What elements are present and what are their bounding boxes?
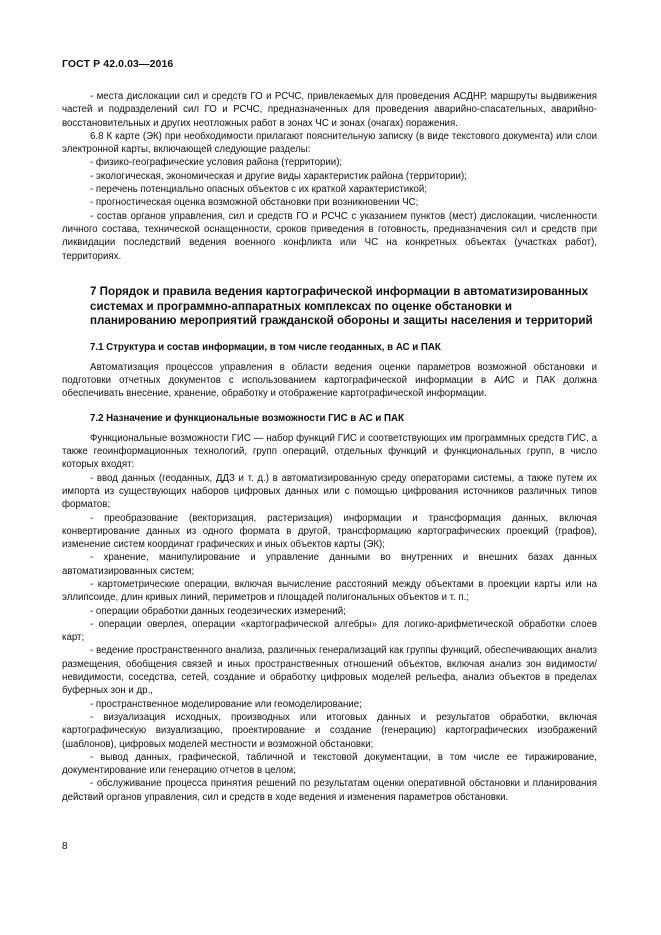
paragraph: - ведение пространственного анализа, различных генерализаций как группы функций, обеспечивающих анализ размещения, обобщения связей и иных пространственных отношений объектов, включая анализ зон видимости/невидимости, соседства, сетей, создание и обработку цифровых моделей рельефа, анализ объектов в пределах буферных зон и др., <box>62 645 597 697</box>
paragraph: - прогностическая оценка возможной обстановки при возникновении ЧС; <box>90 197 419 209</box>
paragraph: - пространственное моделирование или геомоделирование; <box>90 698 362 710</box>
paragraph: - состав органов управления, сил и средств ГО и РСЧС с указанием пунктов (мест) дислокации, численности личного состава, технической оснащенности, сроков приведения в готовность, предназначения сил и средств при ликвидации последствий ведения военного конфликта или ЧС на конкретных объектах (участках работ), территориях. <box>62 210 597 262</box>
paragraph: - визуализация исходных, производных или итоговых данных и результатов обработки, включая картографическую визуализацию, проектирование и создание (генерацию) картографических изображений (шаблонов), цифровых моделей местности и возможной обстановки; <box>62 711 597 750</box>
paragraph: Функциональные возможности ГИС — набор функций ГИС и соответствующих им программных средств ГИС, а также геоинформационных технологий, групп операций, отдельных функций и функциональных групп, в число которых входят: <box>62 432 597 471</box>
paragraph: - операции оверлея, операции «картографической алгебры» для логико-арифметической обработки слоев карт; <box>62 618 597 644</box>
section-7-title: 7 Порядок и правила ведения картографической информации в автоматизированных системах и программно-аппаратных комплексах по оценке обстановки и планированию мероприятий гражданской обороны и защиты населения и территорий <box>90 284 593 328</box>
paragraph: 6.8 К карте (ЭК) при необходимости прилагают пояснительную записку (в виде текстового документа) или слои электронной карты, включающей следующие разделы: <box>62 130 597 156</box>
paragraph: - картометрические операции, включая вычисление расстояний между объектами в проекции карты или на эллипсоиде, длин кривых линий, периметров и площадей полигональных объектов и т. п.; <box>62 579 597 604</box>
subsection-7-1-title: 7.1 Структура и состав информации, в том числе геоданных, в АС и ПАК <box>90 342 441 354</box>
paragraph: - операции обработки данных геодезических измерений; <box>90 605 346 617</box>
subsection-7-2-title: 7.2 Назначение и функциональные возможности ГИС в АС и ПАК <box>90 413 404 425</box>
standard-header: ГОСТ Р 42.0.03—2016 <box>62 58 174 70</box>
paragraph: - преобразование (векторизация, растеризация) информации и трансформация данных, включая конвертирование данных из одного формата в другой, трансформацию картографических проекций (графов), изменение систем координат графических и иных объектов карты (ЭК); <box>62 512 597 551</box>
paragraph: - перечень потенциально опасных объектов с их краткой характеристикой; <box>90 184 428 196</box>
paragraph: - экологическая, экономическая и другие виды характеристик района (территории); <box>90 170 467 182</box>
paragraph: Автоматизация процессов управления в области ведения оценки параметров возможной обстановки и подготовки отчетных документов с использованием картографической информации в АИС и ПАК должна обеспечивать внесение, хранение, обработку и отображение картографической информации. <box>62 361 597 400</box>
document-body <box>62 90 597 804</box>
paragraph: - физико-географические условия района (территории); <box>90 157 343 169</box>
paragraph: - хранение, манипулирование и управление данными во внутренних и внешних базах данных автоматизированных систем; <box>62 552 597 577</box>
paragraph: - вывод данных, графической, табличной и текстовой документации, в том числе ее тиражирование, документирование или генерацию отчетов в целом; <box>62 751 597 777</box>
page-number: 8 <box>62 841 68 852</box>
paragraph: - ввод данных (геоданных, ДДЗ и т. д.) в автоматизированную среду операторами системы, а также путем их импорта из существующих наборов цифровых данных или с помощью цифрования источников различных типов форматов; <box>62 472 597 511</box>
paragraph: - обслуживание процесса принятия решений по результатам оценки оперативной обстановки и планирования действий органов управления, сил и средств в ходе ведения и изменения параметров обстановки. <box>62 778 597 803</box>
paragraph: - места дислокации сил и средств ГО и РСЧС, привлекаемых для проведения АСДНР, маршруты выдвижения частей и подразделений сил ГО и РСЧС, предназначенных для проведения аварийно-спасательных, аварийно-восстановительных и других неотложных работ в зонах ЧС и зонах (очагах) поражения. <box>62 91 597 129</box>
